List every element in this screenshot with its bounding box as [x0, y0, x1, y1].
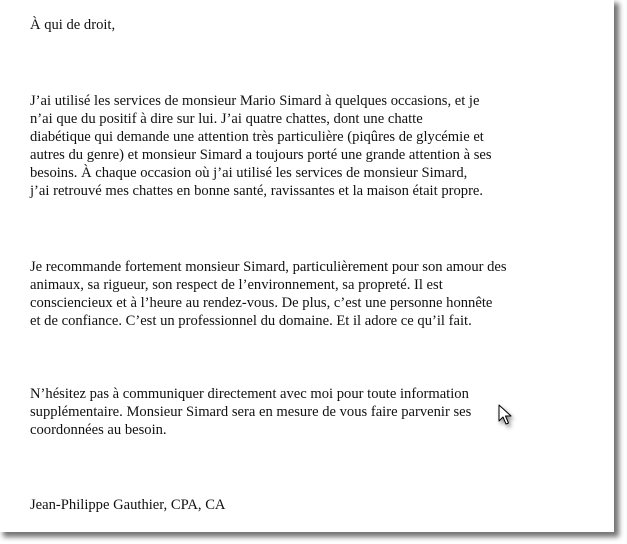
paragraph-line: consciencieux et à l’heure au rendez-vous. De plus, c’est une personne honnête	[30, 295, 493, 311]
salutation: À qui de droit,	[30, 17, 116, 33]
paragraph-line: besoins. À chaque occasion où j’ai utilisé les services de monsieur Simard,	[30, 165, 468, 181]
paragraph-line: n’ai que du positif à dire sur lui. J’ai quatre chattes, dont une chatte	[30, 111, 423, 127]
paragraph-line: autres du genre) et monsieur Simard a toujours porté une grande attention à ses	[30, 147, 492, 163]
paragraph-recommendation	[30, 258, 507, 330]
paragraph-line: coordonnées au besoin.	[30, 422, 167, 438]
mouse-pointer-icon	[498, 404, 512, 426]
paragraph-line: et de confiance. C’est un professionnel du domaine. Et il adore ce qu’il fait.	[30, 313, 472, 329]
paragraph-line: J’ai utilisé les services de monsieur Mario Simard à quelques occasions, et je	[30, 93, 480, 109]
signature: Jean-Philippe Gauthier, CPA, CA	[30, 497, 226, 513]
paragraph-contact	[30, 385, 471, 439]
paragraph-line: N’hésitez pas à communiquer directement avec moi pour toute information	[30, 386, 469, 402]
paragraph-line: j’ai retrouvé mes chattes en bonne santé, ravissantes et la maison était propre.	[30, 183, 484, 199]
paragraph-line: diabétique qui demande une attention très particulière (piqûres de glycémie et	[30, 129, 484, 145]
paragraph-line: Je recommande fortement monsieur Simard, particulièrement pour son amour des	[30, 259, 507, 275]
paragraph-line: animaux, sa rigueur, son respect de l’environnement, sa propreté. Il est	[30, 277, 443, 293]
paragraph-services	[30, 92, 492, 200]
paragraph-line: supplémentaire. Monsieur Simard sera en mesure de vous faire parvenir ses	[30, 404, 472, 420]
